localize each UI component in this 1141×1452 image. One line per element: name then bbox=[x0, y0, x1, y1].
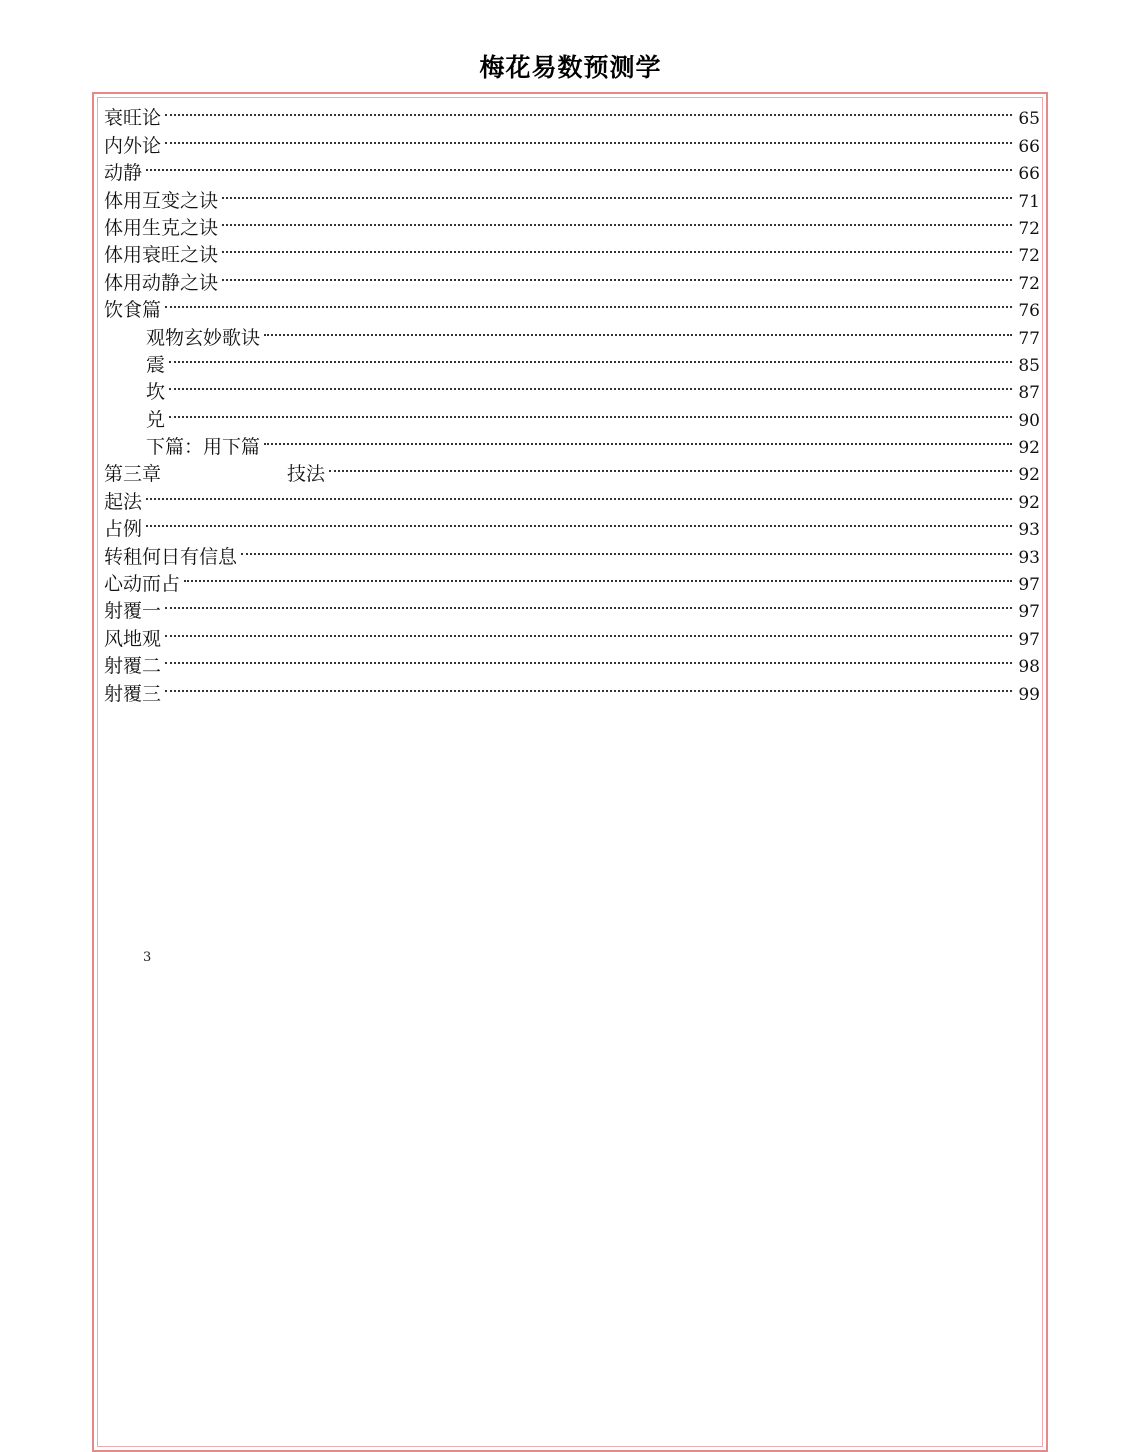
dot-leader bbox=[169, 344, 1012, 371]
toc-entry-page: 85 bbox=[1018, 355, 1040, 376]
dot-leader bbox=[165, 645, 1012, 672]
toc-entry[interactable] bbox=[104, 207, 1040, 239]
toc-entry[interactable] bbox=[104, 617, 1040, 650]
toc-entry-label: 射覆三 bbox=[104, 682, 162, 705]
toc-entry-label: 震 bbox=[146, 353, 166, 376]
toc-entry-label: 体用互变之诀 bbox=[104, 189, 219, 212]
dot-leader bbox=[222, 179, 1012, 206]
toc-entry[interactable] bbox=[104, 234, 1040, 267]
toc-entry-label: 体用衰旺之诀 bbox=[104, 244, 219, 267]
toc-entry[interactable] bbox=[104, 179, 1040, 212]
dot-leader bbox=[241, 535, 1012, 562]
dot-leader bbox=[169, 398, 1012, 425]
toc-entry-label: 射覆一 bbox=[104, 600, 162, 623]
toc-entry-page: 76 bbox=[1018, 301, 1040, 322]
dot-leader bbox=[169, 371, 1012, 398]
table-of-contents bbox=[104, 97, 1040, 705]
toc-entry[interactable] bbox=[104, 289, 1040, 322]
toc-entry-sub[interactable] bbox=[104, 316, 1040, 349]
toc-entry-label: 观物玄妙歌诀 bbox=[146, 326, 261, 349]
toc-entry-page: 93 bbox=[1018, 520, 1040, 541]
toc-entry-page: 93 bbox=[1018, 547, 1040, 568]
toc-entry-sub[interactable] bbox=[104, 426, 1040, 459]
dot-leader bbox=[146, 480, 1012, 507]
dot-leader bbox=[146, 508, 1012, 535]
toc-entry-page: 71 bbox=[1018, 191, 1040, 212]
toc-entry-page: 72 bbox=[1018, 218, 1040, 239]
toc-entry[interactable] bbox=[104, 645, 1040, 678]
toc-entry-page: 97 bbox=[1018, 602, 1040, 623]
dot-leader bbox=[222, 234, 1012, 261]
toc-entry-page: 98 bbox=[1018, 657, 1040, 678]
toc-entry-page: 92 bbox=[1018, 465, 1040, 486]
toc-entry[interactable] bbox=[104, 480, 1040, 513]
toc-entry-label: 兑 bbox=[146, 408, 166, 431]
toc-chapter-title: 技法 bbox=[287, 463, 326, 486]
toc-entry-page: 72 bbox=[1018, 273, 1040, 294]
dot-leader bbox=[146, 152, 1012, 179]
toc-entry-page: 87 bbox=[1018, 383, 1040, 404]
toc-entry-page: 65 bbox=[1018, 109, 1040, 130]
dot-leader bbox=[165, 289, 1012, 316]
toc-entry-label: 转租何日有信息 bbox=[104, 545, 238, 568]
toc-entry-sub[interactable] bbox=[104, 398, 1040, 431]
toc-entry[interactable] bbox=[104, 152, 1040, 185]
toc-entry-page: 97 bbox=[1018, 575, 1040, 596]
dot-leader bbox=[264, 316, 1012, 343]
toc-entry[interactable] bbox=[104, 124, 1040, 157]
toc-entry-label: 起法 bbox=[104, 490, 143, 513]
toc-entry[interactable] bbox=[104, 590, 1040, 623]
document-title: 梅花易数预测学 bbox=[479, 53, 662, 82]
toc-entry-label: 射覆二 bbox=[104, 655, 162, 678]
dot-leader bbox=[165, 97, 1012, 124]
toc-entry-label: 坎 bbox=[146, 381, 166, 404]
dot-leader bbox=[165, 124, 1012, 151]
toc-entry-page: 92 bbox=[1018, 492, 1040, 513]
toc-chapter-label: 第三章 bbox=[104, 463, 162, 486]
dot-leader bbox=[222, 207, 1012, 234]
toc-entry-page: 97 bbox=[1018, 629, 1040, 650]
toc-entry-label: 衰旺论 bbox=[104, 107, 162, 130]
toc-entry[interactable] bbox=[104, 672, 1040, 705]
toc-entry[interactable] bbox=[104, 563, 1040, 596]
toc-entry-label: 占例 bbox=[104, 518, 143, 541]
toc-entry-sub[interactable] bbox=[104, 371, 1040, 404]
toc-entry[interactable] bbox=[104, 535, 1040, 568]
page-number: 3 bbox=[143, 950, 152, 965]
toc-entry-sub[interactable] bbox=[104, 344, 1040, 376]
toc-entry-page: 77 bbox=[1018, 328, 1040, 349]
toc-entry-label: 体用动静之诀 bbox=[104, 271, 219, 294]
toc-entry[interactable] bbox=[104, 97, 1040, 130]
toc-entry-page: 90 bbox=[1018, 410, 1040, 431]
toc-entry-page: 66 bbox=[1018, 136, 1040, 157]
toc-entry-page: 99 bbox=[1018, 684, 1040, 705]
toc-entry[interactable] bbox=[104, 261, 1040, 294]
toc-entry-page: 66 bbox=[1018, 164, 1040, 185]
toc-entry-label: 心动而占 bbox=[104, 573, 181, 596]
toc-entry-label: 体用生克之诀 bbox=[104, 216, 219, 239]
toc-entry-label: 内外论 bbox=[104, 134, 162, 157]
dot-leader bbox=[184, 563, 1012, 590]
toc-entry-label: 动静 bbox=[104, 162, 143, 185]
toc-entry-label: 下篇：用下篇 bbox=[146, 436, 261, 459]
dot-leader bbox=[329, 453, 1012, 480]
dot-leader bbox=[165, 590, 1012, 617]
dot-leader bbox=[264, 426, 1012, 453]
toc-entry[interactable] bbox=[104, 508, 1040, 541]
dot-leader bbox=[222, 261, 1012, 288]
dot-leader bbox=[165, 672, 1012, 699]
dot-leader bbox=[165, 617, 1012, 644]
toc-entry-page: 72 bbox=[1018, 246, 1040, 267]
toc-entry-label: 风地观 bbox=[104, 627, 162, 650]
toc-entry-page: 92 bbox=[1018, 438, 1040, 459]
toc-entry-label: 饮食篇 bbox=[104, 299, 162, 322]
